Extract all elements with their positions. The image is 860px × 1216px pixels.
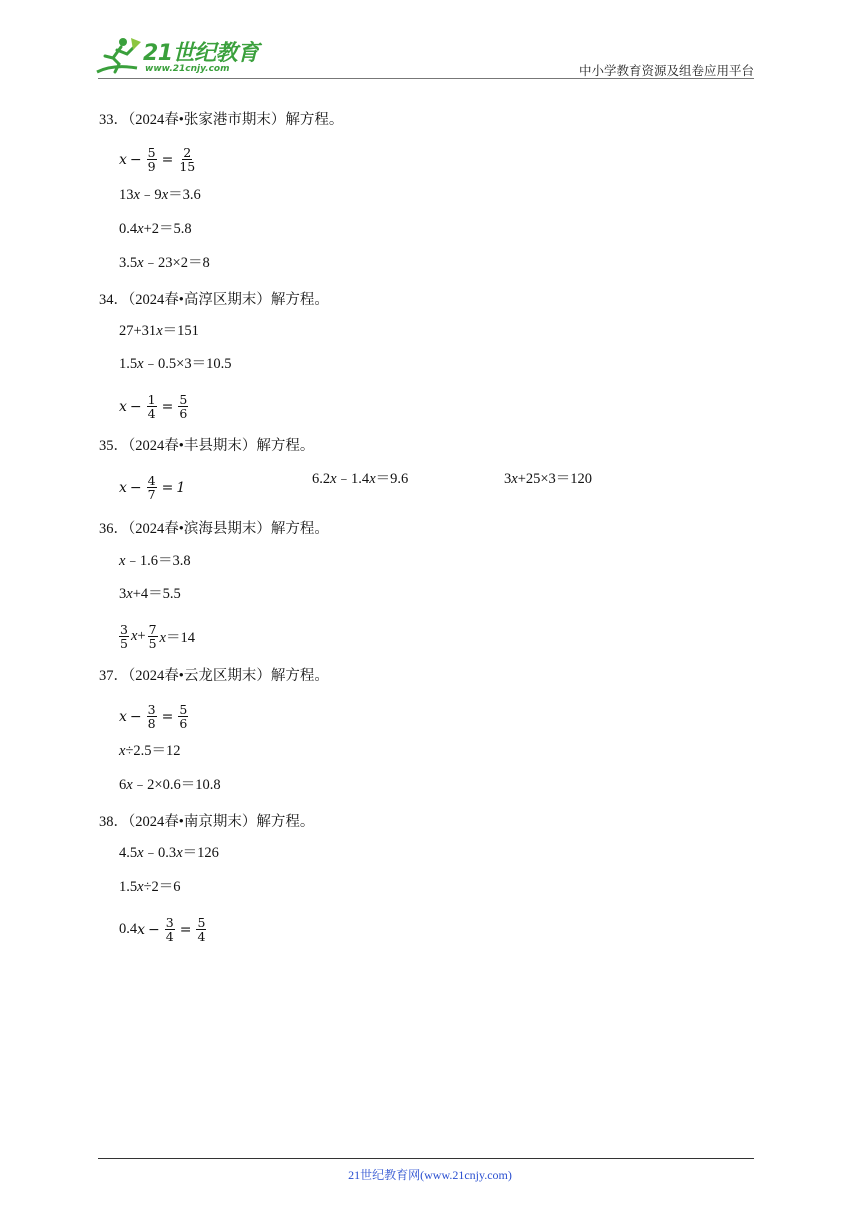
variable-x: x (119, 151, 127, 168)
minus-sign: − (129, 479, 142, 496)
equation-coefficient: 0.4 (119, 921, 138, 937)
fraction-denominator: 7 (147, 487, 156, 502)
fraction (178, 393, 188, 420)
equals-sign: = (179, 921, 192, 938)
fraction (165, 916, 175, 943)
fraction-numerator: 5 (147, 145, 156, 160)
fraction-numerator: 1 (147, 392, 156, 407)
fraction-numerator: 2 (183, 145, 192, 160)
minus-sign: − (129, 398, 142, 415)
fraction-denominator: 6 (179, 716, 188, 731)
logo-url: www.21cnjy.com (145, 64, 230, 74)
equation (119, 875, 181, 896)
fraction-denominator: 8 (147, 716, 156, 731)
variable-x: x (119, 479, 127, 496)
fraction-numerator: 3 (120, 622, 128, 637)
equation-text: 13x﹣9x＝3.6 (119, 187, 201, 203)
question-title: 35．（2024春•丰县期末）解方程。 (99, 438, 315, 454)
footer-divider (98, 1158, 754, 1159)
equation-text: 3.5x﹣23×2＝8 (119, 255, 210, 271)
footer-text[interactable]: 21世纪教育网(www.21cnjy.com) (348, 1168, 512, 1182)
equation (119, 183, 201, 204)
equation-text: 3x+4＝5.5 (119, 586, 181, 602)
equation (119, 251, 210, 272)
fraction-denominator: 5 (148, 636, 157, 651)
fraction-numerator: 4 (147, 473, 156, 488)
question-title: 33．（2024春•张家港市期末）解方程。 (99, 112, 344, 128)
equals-sign: = (161, 479, 174, 496)
fraction-denominator: 4 (197, 929, 206, 944)
fraction (178, 703, 188, 730)
variable-x: x (119, 398, 127, 415)
equation (504, 467, 592, 488)
equation (119, 582, 181, 603)
equals-sign: = (161, 398, 174, 415)
fraction-denominator: 9 (147, 159, 156, 174)
equals-sign: = (161, 708, 174, 725)
question-title: 38．（2024春•南京期末）解方程。 (99, 814, 315, 830)
logo-text: 21世纪教育 (143, 41, 259, 66)
equals-sign: = (161, 151, 174, 168)
variable-x: x (119, 708, 127, 725)
equation-text: x＝14 (159, 630, 195, 646)
equation-text: 0.4x+2＝5.8 (119, 221, 192, 237)
equation-text: x+ (130, 628, 146, 644)
question-title: 37．（2024春•云龙区期末）解方程。 (99, 668, 329, 684)
page-header (0, 0, 860, 80)
fraction-numerator: 5 (179, 392, 188, 407)
fraction-numerator: 5 (197, 915, 206, 930)
fraction-denominator: 5 (120, 636, 128, 651)
site-logo[interactable] (93, 34, 263, 78)
equation (117, 623, 195, 650)
equation-text: 1.5x﹣0.5×3＝10.5 (119, 356, 232, 372)
equation (119, 703, 190, 730)
fraction-denominator: 4 (147, 406, 156, 421)
equation (119, 393, 190, 420)
equation-text: 27+31x＝151 (119, 323, 199, 339)
fraction (148, 623, 158, 650)
right-hand-side: 1 (176, 479, 186, 496)
fraction (119, 623, 129, 650)
minus-sign: − (129, 708, 142, 725)
fraction (147, 146, 157, 173)
fraction-numerator: 3 (165, 915, 174, 930)
question-title: 34．（2024春•高淳区期末）解方程。 (99, 292, 329, 308)
equation (119, 146, 198, 173)
equation (119, 739, 181, 760)
fraction (178, 146, 196, 173)
equation (119, 841, 219, 862)
fraction (147, 703, 157, 730)
equation-text: x﹣1.6＝3.8 (119, 553, 191, 569)
minus-sign: − (148, 921, 160, 938)
equation (119, 916, 208, 943)
equation (119, 549, 191, 570)
platform-tagline: 中小学教育资源及组卷应用平台 (578, 64, 754, 78)
equation-text: 1.5x÷2＝6 (119, 879, 181, 895)
fraction (196, 916, 206, 943)
runner-logo-icon (93, 34, 145, 78)
question-title: 36．（2024春•滨海县期末）解方程。 (99, 521, 329, 537)
fraction-numerator: 5 (179, 702, 188, 717)
fraction-denominator: 4 (165, 929, 174, 944)
fraction (147, 474, 157, 501)
fraction-numerator: 3 (147, 702, 156, 717)
equation (119, 319, 199, 340)
equation (119, 773, 221, 794)
equation-text: 6.2x﹣1.4x＝9.6 (312, 471, 409, 487)
equation (312, 467, 408, 488)
equation-text: x÷2.5＝12 (119, 743, 181, 759)
equation-text: 4.5x﹣0.3x＝126 (119, 845, 219, 861)
fraction (147, 393, 157, 420)
fraction-numerator: 7 (148, 622, 157, 637)
fraction-denominator: 6 (179, 406, 188, 421)
equation (119, 217, 192, 238)
equation (119, 352, 232, 373)
equation-text: 6x﹣2×0.6＝10.8 (119, 777, 221, 793)
equation (119, 474, 185, 501)
equation-text: 3x+25×3＝120 (504, 471, 593, 487)
header-divider (98, 78, 754, 79)
variable-x: x (137, 921, 146, 938)
minus-sign: − (129, 151, 142, 168)
fraction-denominator: 15 (179, 159, 196, 174)
